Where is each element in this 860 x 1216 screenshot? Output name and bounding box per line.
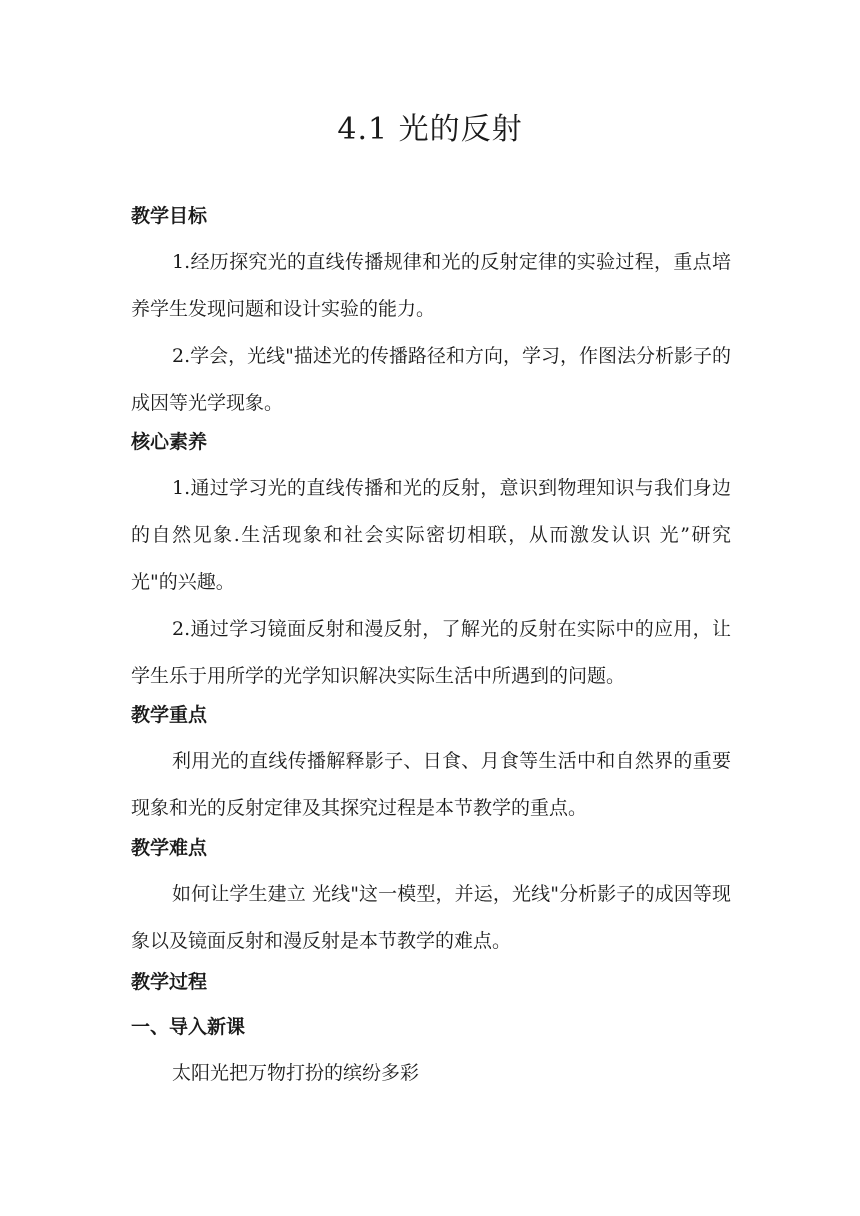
- paragraph: 1.经历探究光的直线传播规律和光的反射定律的实验过程，重点培养学生发现问题和设计实验的能力。: [131, 251, 731, 320]
- paragraph: 如何让学生建立 光线"这一模型，并运，光线"分析影子的成因等现象以及镜面反射和漫反射是本节教学的难点。: [131, 883, 731, 952]
- section-heading-core-literacy: 核心素养: [131, 431, 208, 453]
- section-heading-introduction: 一、导入新课: [131, 1016, 246, 1038]
- paragraph: 1.通过学习光的直线传播和光的反射，意识到物理知识与我们身边的自然见象.生活现象和社会实际密切相联，从而激发认识 光”研究 光"的兴趣。: [131, 477, 731, 593]
- section-heading-teaching-focus: 教学重点: [131, 704, 208, 726]
- section-heading-teaching-difficulty: 教学难点: [131, 837, 208, 859]
- section-heading-teaching-goals: 教学目标: [131, 205, 208, 227]
- paragraph: 太阳光把万物打扮的缤纷多彩: [172, 1062, 420, 1084]
- paragraph: 利用光的直线传播解释影子、日食、月食等生活中和自然界的重要现象和光的反射定律及其探究过程是本节教学的重点。: [131, 750, 731, 819]
- paragraph: 2.学会，光线"描述光的传播路径和方向，学习，作图法分析影子的成因等光学现象。: [131, 345, 731, 414]
- page-title: 4.1 光的反射: [337, 112, 523, 147]
- section-heading-teaching-process: 教学过程: [131, 971, 208, 993]
- paragraph: 2.通过学习镜面反射和漫反射，了解光的反射在实际中的应用，让学生乐于用所学的光学知识解决实际生活中所遇到的问题。: [131, 618, 731, 687]
